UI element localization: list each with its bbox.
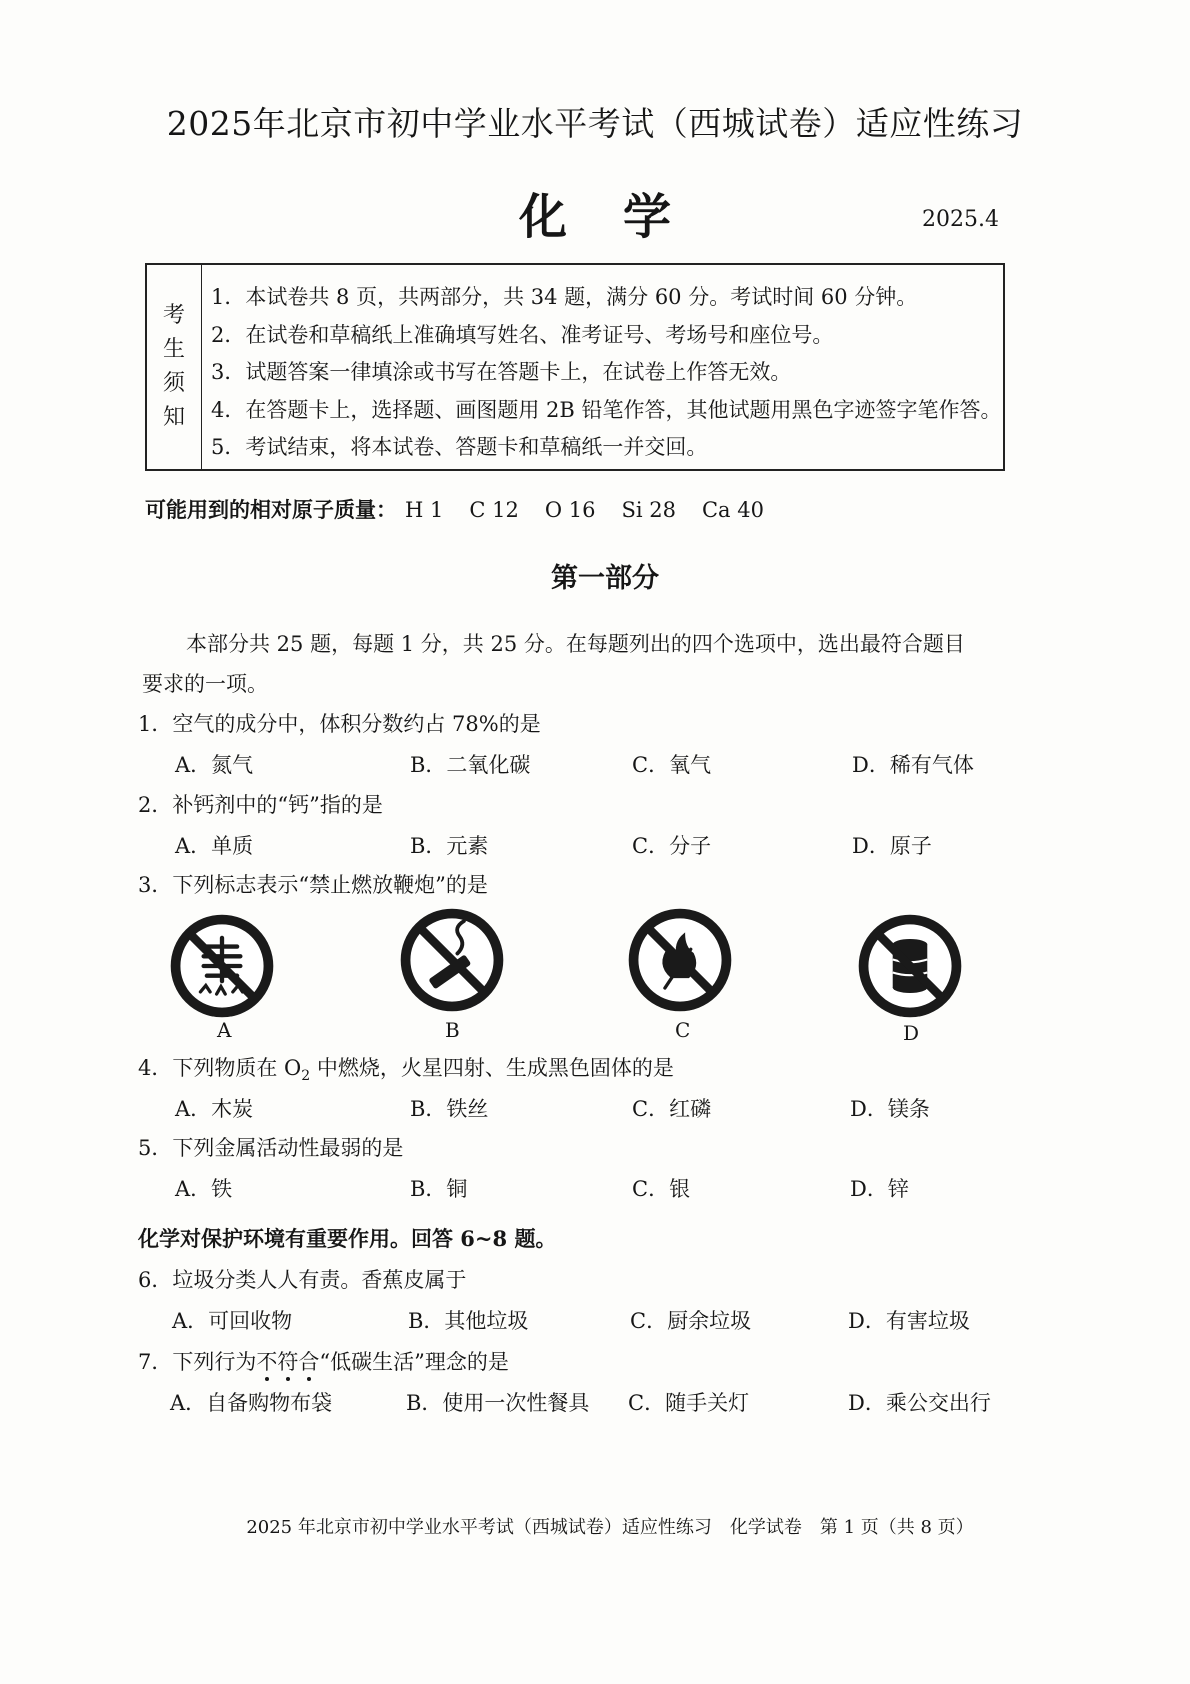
question-5-option-b: B．铜 bbox=[410, 1177, 468, 1201]
question-7-stem-post: “低碳生活”理念的是 bbox=[319, 1350, 509, 1374]
question-7-option-a: A．自备购物布袋 bbox=[170, 1391, 333, 1415]
notice-item: 3．试题答案一律填涂或书写在答题卡上，在试卷上作答无效。 bbox=[211, 360, 792, 384]
emphasis-char: 不 bbox=[256, 1350, 278, 1374]
question-5-option-d: D．锌 bbox=[850, 1177, 909, 1201]
question-7-stem-pre: 7．下列行为 bbox=[138, 1350, 257, 1374]
atomic-mass-value: H 1 bbox=[405, 498, 444, 522]
emphasis-char: 合 bbox=[298, 1350, 320, 1374]
question-group-6-8-intro: 化学对保护环境有重要作用。回答 6~8 题。 bbox=[138, 1226, 557, 1251]
question-1-stem: 1．空气的成分中，体积分数约占 78%的是 bbox=[138, 712, 541, 736]
question-4-stem-post: 中燃烧，火星四射、生成黑色固体的是 bbox=[310, 1056, 674, 1080]
notice-item: 1．本试卷共 8 页，共两部分，共 34 题，满分 60 分。考试时间 60 分钟。 bbox=[211, 285, 918, 309]
question-6-option-c: C．厨余垃圾 bbox=[630, 1309, 752, 1333]
sign-label-a: A bbox=[217, 1018, 232, 1042]
question-4-option-b: B．铁丝 bbox=[410, 1097, 489, 1121]
question-2-stem: 2．补钙剂中的“钙”指的是 bbox=[138, 793, 383, 817]
question-1-option-d: D．稀有气体 bbox=[852, 753, 974, 777]
question-2-option-b: B．元素 bbox=[410, 834, 489, 858]
atomic-mass-value: C 12 bbox=[469, 498, 519, 522]
notice-heading bbox=[147, 265, 202, 469]
question-5-option-a: A．铁 bbox=[175, 1177, 233, 1201]
notice-heading-char: 须 bbox=[162, 371, 185, 396]
emphasis-char: 符 bbox=[277, 1350, 299, 1374]
notice-item: 2．在试卷和草稿纸上准确填写姓名、准考证号、考场号和座位号。 bbox=[211, 322, 834, 347]
question-5-option-c: C．银 bbox=[632, 1177, 691, 1201]
question-4-option-c: C．红磷 bbox=[632, 1097, 712, 1121]
question-1-option-b: B．二氧化碳 bbox=[410, 753, 531, 777]
part-one-intro-line2: 要求的一项。 bbox=[142, 672, 268, 696]
question-6-option-d: D．有害垃圾 bbox=[848, 1309, 970, 1333]
no-firecrackers-icon bbox=[168, 912, 276, 1020]
question-4-option-d: D．镁条 bbox=[850, 1097, 930, 1121]
notice-item: 4．在答题卡上，选择题、画图题用 2B 铅笔作答，其他试题用黑色字迹签字笔作答。 bbox=[211, 397, 1002, 422]
sign-label-d: D bbox=[903, 1021, 920, 1045]
question-2-option-c: C．分子 bbox=[632, 834, 712, 858]
question-1-option-a: A．氮气 bbox=[175, 753, 254, 777]
page-footer: 2025 年北京市初中学业水平考试（西城试卷）适应性练习 化学试卷 第 1 页（共 8 页） bbox=[246, 1517, 974, 1538]
question-6-option-b: B．其他垃圾 bbox=[408, 1309, 529, 1333]
question-6-option-a: A．可回收物 bbox=[172, 1309, 293, 1333]
notice-heading-char: 知 bbox=[162, 405, 185, 430]
question-4-stem-sub: 2 bbox=[301, 1068, 311, 1085]
notice-item: 5．考试结束，将本试卷、答题卡和草稿纸一并交回。 bbox=[211, 435, 708, 459]
question-7-option-d: D．乘公交出行 bbox=[848, 1391, 991, 1415]
part-one-intro-line1: 本部分共 25 题，每题 1 分，共 25 分。在每题列出的四个选项中，选出最符合题目 bbox=[186, 632, 965, 656]
sign-label-b: B bbox=[445, 1018, 460, 1042]
question-6-stem: 6．垃圾分类人人有责。香蕉皮属于 bbox=[138, 1268, 467, 1292]
exam-title: 2025年北京市初中学业水平考试（西城试卷）适应性练习 bbox=[166, 104, 1024, 143]
question-7-option-c: C．随手关灯 bbox=[628, 1391, 750, 1415]
atomic-mass-value: Ca 40 bbox=[701, 498, 764, 522]
question-2-option-d: D．原子 bbox=[852, 834, 932, 858]
sign-label-c: C bbox=[675, 1018, 691, 1042]
notice-list bbox=[211, 279, 1002, 467]
question-2-option-a: A．单质 bbox=[175, 834, 254, 858]
question-7-stem bbox=[138, 1346, 509, 1376]
atomic-mass-label: 可能用到的相对原子质量： bbox=[145, 497, 397, 522]
question-1-option-c: C．氧气 bbox=[632, 753, 712, 777]
no-explosives-icon bbox=[856, 912, 964, 1020]
no-open-flame-icon bbox=[626, 906, 734, 1014]
no-smoking-icon bbox=[398, 906, 506, 1014]
atomic-mass-value: O 16 bbox=[544, 498, 596, 522]
notice-heading-char: 生 bbox=[162, 337, 185, 362]
question-5-stem: 5．下列金属活动性最弱的是 bbox=[138, 1136, 404, 1160]
question-4-stem bbox=[138, 1052, 674, 1084]
relative-atomic-masses bbox=[145, 494, 764, 524]
question-3-stem: 3．下列标志表示“禁止燃放鞭炮”的是 bbox=[138, 873, 488, 897]
subject-title: 化学 bbox=[518, 189, 727, 245]
question-4-option-a: A．木炭 bbox=[175, 1097, 254, 1121]
exam-date: 2025.4 bbox=[922, 207, 999, 232]
candidate-notice-box bbox=[145, 263, 1005, 471]
question-7-option-b: B．使用一次性餐具 bbox=[406, 1391, 590, 1415]
notice-heading-char: 考 bbox=[162, 303, 185, 328]
question-4-stem-pre: 4．下列物质在 O bbox=[138, 1056, 302, 1080]
atomic-mass-value: Si 28 bbox=[621, 498, 676, 522]
part-one-title: 第一部分 bbox=[551, 563, 659, 594]
